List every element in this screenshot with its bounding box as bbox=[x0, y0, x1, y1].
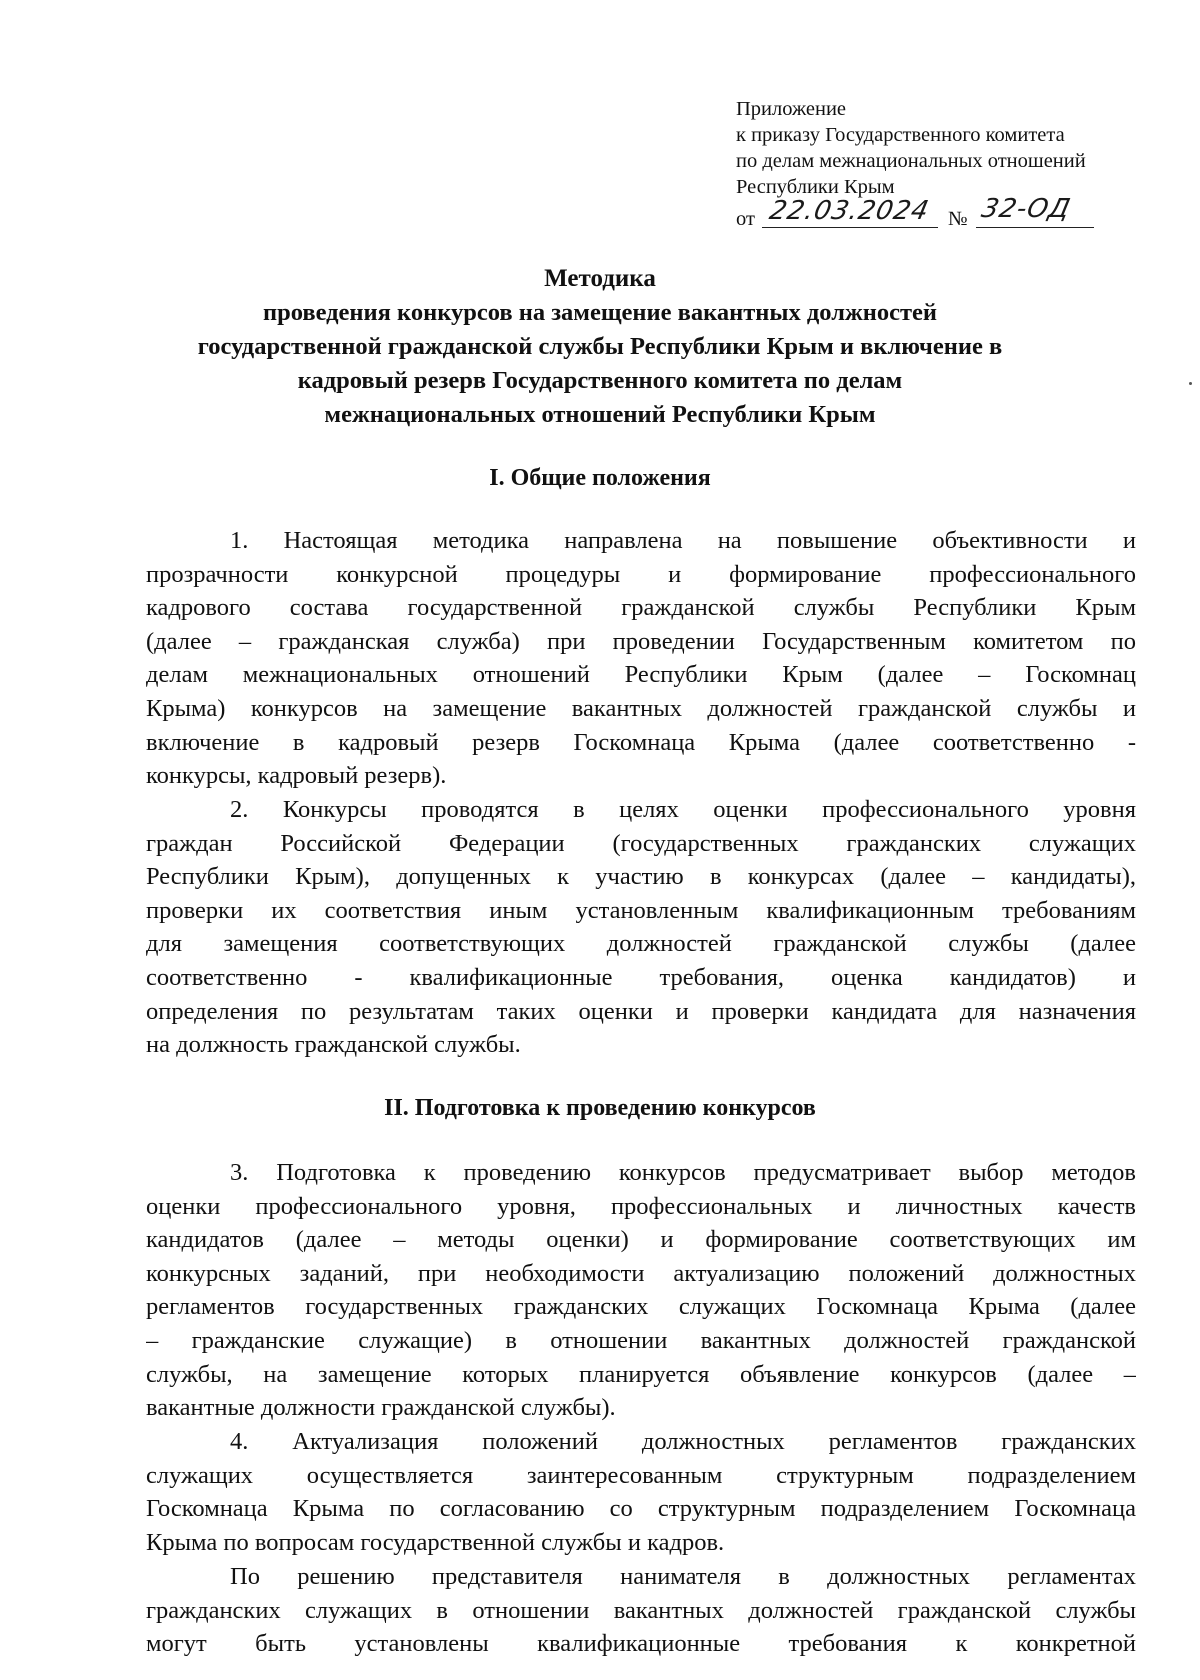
document-title bbox=[140, 262, 1060, 432]
paragraph-line: Госкомнаца Крыма по согласованию со структурным подразделением Госкомнаца bbox=[146, 1495, 1136, 1523]
paragraph-line: служащих осуществляется заинтересованным структурным подразделением bbox=[146, 1461, 1136, 1489]
number-underline bbox=[976, 227, 1094, 228]
paragraph-line: регламентов государственных гражданских служащих Госкомнаца Крыма (далее bbox=[146, 1293, 1136, 1321]
paragraph-1 bbox=[146, 524, 1136, 793]
paragraph-3 bbox=[146, 1156, 1136, 1425]
paragraph-2 bbox=[146, 793, 1136, 1062]
paragraph-line: проверки их соответствия иным установленным квалификационным требованиям bbox=[146, 896, 1136, 924]
paragraph-line: на должность гражданской службы. bbox=[146, 1031, 521, 1059]
appendix-header bbox=[736, 96, 1136, 232]
appendix-line: Республики Крым bbox=[736, 176, 895, 198]
paragraph-line: По решению представителя нанимателя в должностных регламентах bbox=[230, 1563, 1136, 1590]
title-main: Методика bbox=[544, 265, 656, 292]
paragraph-line: включение в кадровый резерв Госкомнаца Крыма (далее соответственно - bbox=[146, 728, 1136, 756]
appendix-line: Приложение bbox=[736, 98, 847, 120]
paragraph-line: Крыма) конкурсов на замещение вакантных должностей гражданской службы и bbox=[146, 694, 1136, 722]
paragraph-line: службы, на замещение которых планируется объявление конкурсов (далее – bbox=[146, 1360, 1136, 1388]
section-heading-1: I. Общие положения bbox=[489, 465, 711, 491]
paragraph-line: Республики Крым), допущенных к участию в конкурсах (далее – кандидаты), bbox=[146, 863, 1136, 891]
title-line: межнациональных отношений Республики Крым bbox=[324, 401, 876, 428]
paragraph-line: кандидатов (далее – методы оценки) и формирование соответствующих им bbox=[146, 1226, 1136, 1254]
paragraph-line: кадрового состава государственной гражданской службы Республики Крым bbox=[146, 594, 1136, 622]
paragraph-line: делам межнациональных отношений Республики Крым (далее – Госкомнац bbox=[146, 661, 1136, 689]
paragraph-line: соответственно - квалификационные требования, оценка кандидатов) и bbox=[146, 963, 1136, 991]
paragraph-line: гражданских служащих в отношении вакантных должностей гражданской службы bbox=[146, 1596, 1136, 1624]
paragraph-line: 3. Подготовка к проведению конкурсов предусматривает выбор методов bbox=[230, 1159, 1136, 1186]
paragraph-line: Крыма по вопросам государственной службы и кадров. bbox=[146, 1528, 725, 1556]
number-prefix: № bbox=[948, 208, 968, 230]
paragraph-line: могут быть установлены квалификационные требования к конкретной bbox=[146, 1630, 1136, 1658]
paragraph-line: – гражданские служащие) в отношении вакантных должностей гражданской bbox=[146, 1326, 1136, 1354]
appendix-line: по делам межнациональных отношений bbox=[736, 150, 1086, 172]
paragraph-line: 2. Конкурсы проводятся в целях оценки профессионального уровня bbox=[230, 796, 1136, 823]
paragraph-line: граждан Российской Федерации (государственных гражданских служащих bbox=[146, 829, 1136, 857]
paragraph-line: прозрачности конкурсной процедуры и формирование профессионального bbox=[146, 560, 1136, 588]
paragraph-line: конкурсных заданий, при необходимости актуализацию положений должностных bbox=[146, 1259, 1136, 1287]
handwritten-number: 32-ОД bbox=[978, 194, 1074, 224]
paragraph-line: 4. Актуализация положений должностных регламентов гражданских bbox=[230, 1428, 1136, 1455]
paragraph-line: оценки профессионального уровня, профессиональных и личностных качеств bbox=[146, 1192, 1136, 1220]
section-heading-2: II. Подготовка к проведению конкурсов bbox=[384, 1095, 816, 1121]
scan-speck bbox=[1189, 382, 1192, 385]
paragraph-line: для замещения соответствующих должностей гражданской службы (далее bbox=[146, 930, 1136, 958]
paragraph-line: вакантные должности гражданской службы). bbox=[146, 1394, 616, 1422]
title-line: кадровый резерв Государственного комитета по делам bbox=[297, 367, 903, 394]
paragraph-4 bbox=[146, 1425, 1136, 1559]
order-date-number bbox=[736, 194, 1136, 232]
paragraph-line: определения по результатам таких оценки и проверки кандидата для назначения bbox=[146, 997, 1136, 1025]
handwritten-date: 22.03.2024 bbox=[766, 196, 933, 226]
paragraph-line: 1. Настоящая методика направлена на повышение объективности и bbox=[230, 527, 1136, 554]
paragraph-line: (далее – гражданская служба) при проведении Государственным комитетом по bbox=[146, 627, 1136, 655]
paragraph-5 bbox=[146, 1560, 1136, 1661]
title-line: проведения конкурсов на замещение вакантных должностей bbox=[262, 299, 937, 326]
date-underline bbox=[762, 227, 938, 228]
date-prefix: от bbox=[736, 208, 755, 230]
appendix-line: к приказу Государственного комитета bbox=[736, 124, 1065, 146]
title-line: государственной гражданской службы Республики Крым и включение в bbox=[197, 333, 1003, 360]
paragraph-line: конкурсы, кадровый резерв). bbox=[146, 762, 447, 790]
